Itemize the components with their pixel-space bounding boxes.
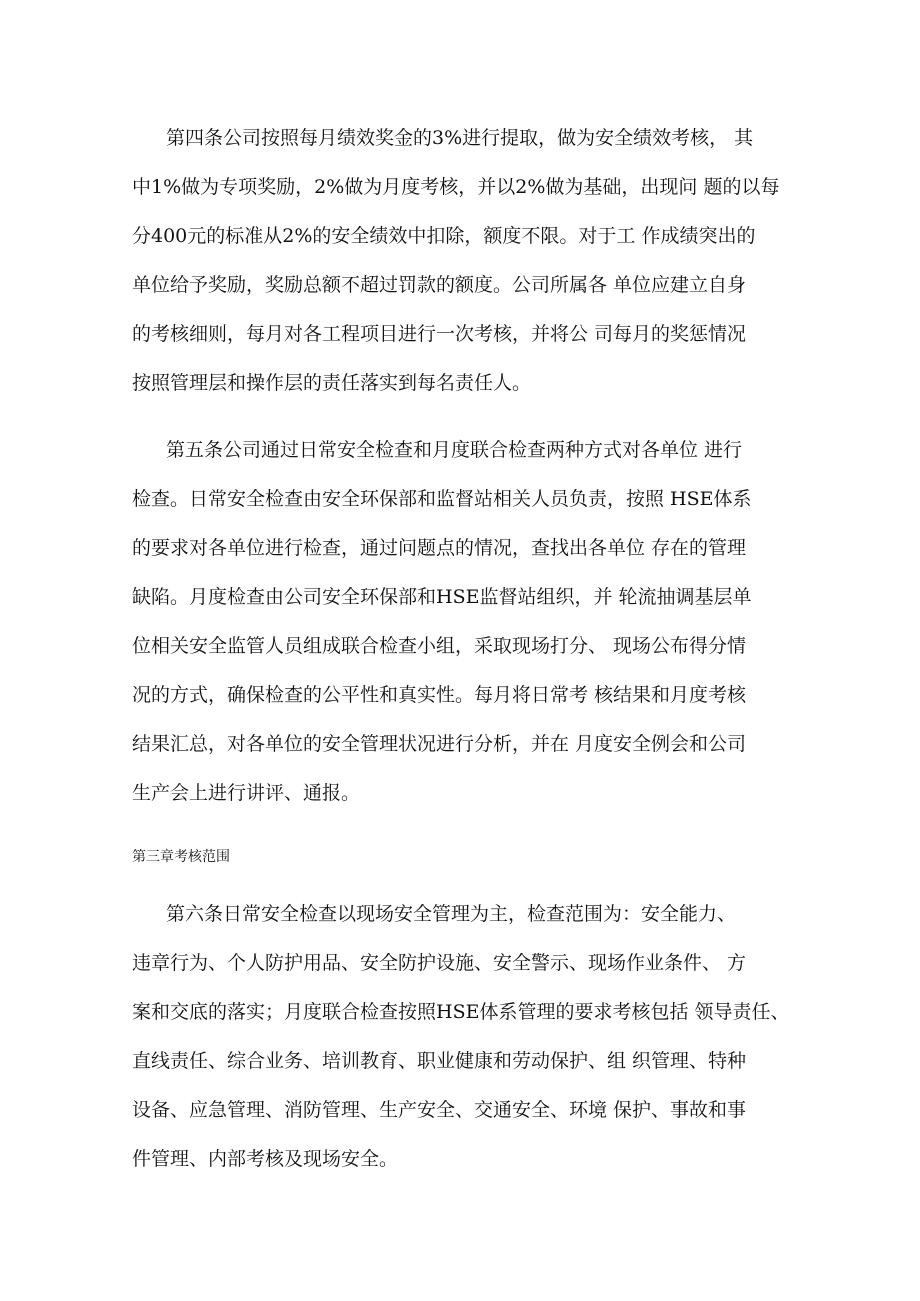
paragraph-line: 直线责任、综合业务、培训教育、职业健康和劳动保护、组 织管理、特种 [132, 1050, 747, 1072]
article-5-paragraph [132, 426, 812, 818]
article-6-paragraph [132, 890, 812, 1184]
paragraph-line: 的要求对各单位进行检查，通过问题点的情况，查找出各单位 存在的管理 [132, 537, 747, 559]
paragraph-line: 案和交底的落实；月度联合检查按照HSE体系管理的要求考核包括 领导责任、 [132, 1001, 790, 1023]
paragraph-line: 单位给予奖励，奖励总额不超过罚款的额度。公司所属各 单位应建立自身 [132, 274, 747, 296]
paragraph-line: 缺陷。月度检查由公司安全环保部和HSE监督站组织，并 轮流抽调基层单 [132, 586, 752, 608]
article-4-paragraph [132, 114, 812, 408]
paragraph-line: 第四条公司按照每月绩效奖金的3%进行提取，做为安全绩效考核， 其 [166, 127, 754, 149]
paragraph-line: 生产会上进行讲评、通报。 [132, 782, 361, 804]
paragraph-line: 违章行为、个人防护用品、安全防护设施、安全警示、现场作业条件、 方 [132, 952, 747, 974]
paragraph-line: 况的方式，确保检查的公平性和真实性。每月将日常考 核结果和月度考核 [132, 684, 747, 706]
paragraph-line: 设备、应急管理、消防管理、生产安全、交通安全、环境 保护、事故和事 [132, 1099, 747, 1121]
paragraph-line: 中1%做为专项奖励，2%做为月度考核，并以2%做为基础，出现问 题的以每 [132, 176, 780, 198]
paragraph-line: 位相关安全监管人员组成联合检查小组，采取现场打分、 现场公布得分情 [132, 635, 747, 657]
paragraph-line: 结果汇总，对各单位的安全管理状况进行分析，并在 月度安全例会和公司 [132, 733, 747, 755]
paragraph-line: 第五条公司通过日常安全检查和月度联合检查两种方式对各单位 进行 [166, 439, 743, 461]
chapter-heading: 第三章考核范围 [132, 849, 230, 865]
paragraph-line: 按照管理层和操作层的责任落实到每名责任人。 [132, 372, 532, 394]
paragraph-line: 分400元的标准从2%的安全绩效中扣除，额度不限。对于工 作成绩突出的 [132, 225, 756, 247]
paragraph-line: 件管理、内部考核及现场安全。 [132, 1148, 399, 1170]
paragraph-line: 检查。日常安全检查由安全环保部和监督站相关人员负责，按照 HSE体系 [132, 488, 752, 510]
paragraph-line: 第六条日常安全检查以现场安全管理为主，检查范围为：安全能力、 [166, 903, 737, 925]
paragraph-line: 的考核细则，每月对各工程项目进行一次考核，并将公 司每月的奖惩情况 [132, 323, 747, 345]
